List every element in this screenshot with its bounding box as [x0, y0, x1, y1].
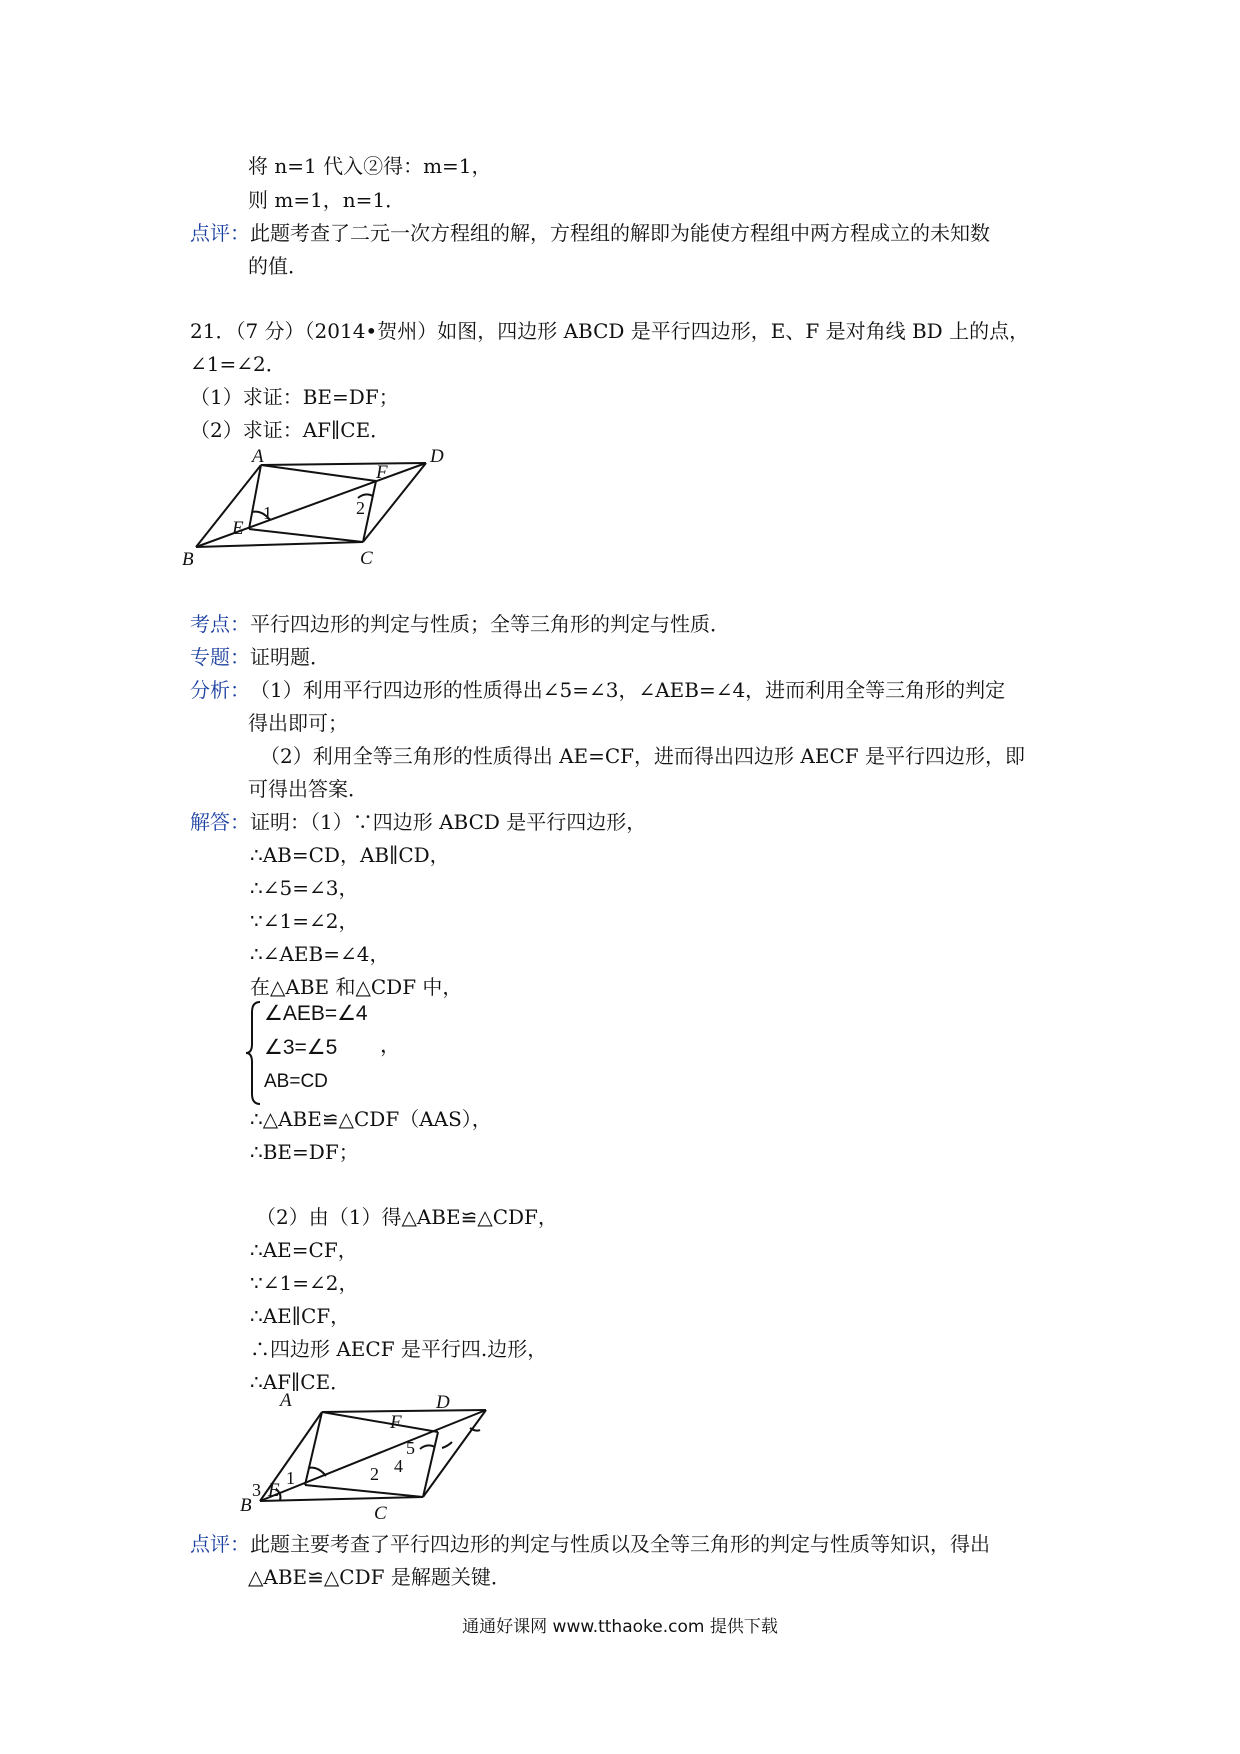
segment-ec	[249, 529, 363, 542]
jieda-label: 解答：	[190, 810, 250, 834]
parallelogram-figure-2	[240, 1392, 520, 1528]
fenxi-text: （2）利用全等三角形的性质得出 AE=CF，进而得出四边形 AECF 是平行四边形，即	[260, 744, 1025, 768]
review-text: 的值．	[248, 254, 308, 278]
solution-line: 则 m=1，n=1．	[248, 188, 406, 212]
edge-bc	[196, 542, 363, 547]
proof-line: ∴AF∥CE．	[250, 1370, 351, 1394]
review-text: △ABE≌△CDF 是解题关键．	[248, 1565, 511, 1589]
label-d: D	[430, 446, 444, 467]
label-f: F	[390, 1412, 402, 1433]
zhuanti-label: 专题：	[190, 645, 250, 669]
label-b: B	[240, 1495, 252, 1516]
label-c: C	[374, 1503, 387, 1524]
label-a: A	[252, 446, 264, 467]
proof-line: 证明：（1）∵四边形 ABCD 是平行四边形，	[250, 810, 647, 834]
angle-2-arc	[420, 1445, 435, 1449]
review-text: 此题考查了二元一次方程组的解，方程组的解即为能使方程组中两方程成立的未知数	[250, 221, 990, 245]
edge-ad	[261, 463, 426, 465]
segment-af	[322, 1412, 438, 1432]
page-footer: 通通好课网 www.tthaoke.com 提供下载	[462, 1617, 778, 1637]
question-text: 21．（7 分）（2014•贺州）如图，四边形 ABCD 是平行四边形，E、F 是对角线 BD 上的点，	[190, 319, 1030, 343]
proof-line: ∴四边形 AECF 是平行四.边形，	[250, 1337, 548, 1361]
fenxi-text: 可得出答案．	[248, 777, 368, 801]
question-text: ∠1=∠2．	[190, 352, 286, 376]
label-e: E	[268, 1480, 280, 1501]
angle-4-arc	[442, 1442, 452, 1448]
edge-bc	[260, 1497, 423, 1501]
zhuanti-text: 证明题．	[250, 645, 330, 669]
label-c: C	[360, 548, 373, 569]
segment-ec	[305, 1485, 423, 1497]
label-e: E	[232, 518, 244, 539]
system-brace	[244, 1000, 264, 1106]
label-f: F	[376, 462, 388, 483]
proof-line: ∴△ABE≌△CDF（AAS），	[250, 1107, 492, 1131]
review-text: 此题主要考查了平行四边形的判定与性质以及全等三角形的判定与性质等知识，得出	[250, 1532, 990, 1556]
proof-line: ∵∠1=∠2，	[250, 909, 359, 933]
proof-line: 在△ABE 和△CDF 中，	[250, 975, 463, 999]
proof-line: ∴AB=CD，AB∥CD，	[250, 843, 450, 867]
kaodian-text: 平行四边形的判定与性质；全等三角形的判定与性质．	[250, 612, 730, 636]
question-part-2: （2）求证：AF∥CE．	[190, 418, 391, 442]
proof-line: ∴∠5=∠3，	[250, 876, 359, 900]
angle-label-1: 1	[286, 1468, 295, 1488]
angle-label-4: 4	[394, 1456, 403, 1476]
label-b: B	[182, 549, 194, 570]
proof-line: ∴AE∥CF，	[250, 1304, 351, 1328]
angle-label-3: 3	[252, 1480, 261, 1500]
label-a: A	[280, 1392, 292, 1411]
label-d: D	[436, 1392, 450, 1413]
angle-label-5: 5	[406, 1438, 415, 1458]
review-label: 点评：	[190, 221, 250, 245]
solution-line: 将 n=1 代入②得：m=1，	[248, 154, 492, 178]
proof-line: ∴AE=CF，	[250, 1238, 358, 1262]
angle-label-1: 1	[263, 503, 272, 523]
fenxi-text: 得出即可；	[248, 711, 348, 735]
proof-line: （2）由（1）得△ABE≌△CDF，	[256, 1205, 558, 1229]
question-part-1: （1）求证：BE=DF；	[190, 385, 399, 409]
edge-ad	[322, 1410, 486, 1412]
segment-ae	[249, 465, 261, 529]
proof-line: ∵∠1=∠2，	[250, 1271, 359, 1295]
kaodian-label: 考点：	[190, 612, 250, 636]
segment-af	[261, 465, 376, 481]
proof-line: ∴BE=DF；	[250, 1140, 359, 1164]
system-condition-3: AB=CD	[264, 1071, 328, 1092]
review-label: 点评：	[190, 1532, 250, 1556]
parallelogram-figure-1	[180, 440, 460, 580]
fenxi-label: 分析：	[190, 678, 250, 702]
system-comma: ，	[380, 1034, 401, 1057]
proof-line: ∴∠AEB=∠4，	[250, 942, 390, 966]
angle-label-2: 2	[370, 1464, 379, 1484]
angle-label-2: 2	[356, 498, 365, 518]
system-condition-2: ∠3=∠5	[264, 1036, 338, 1059]
system-condition-1: ∠AEB=∠4	[264, 1002, 368, 1025]
fenxi-text: （1）利用平行四边形的性质得出∠5=∠3，∠AEB=∠4，进而利用全等三角形的判定	[250, 678, 1006, 702]
